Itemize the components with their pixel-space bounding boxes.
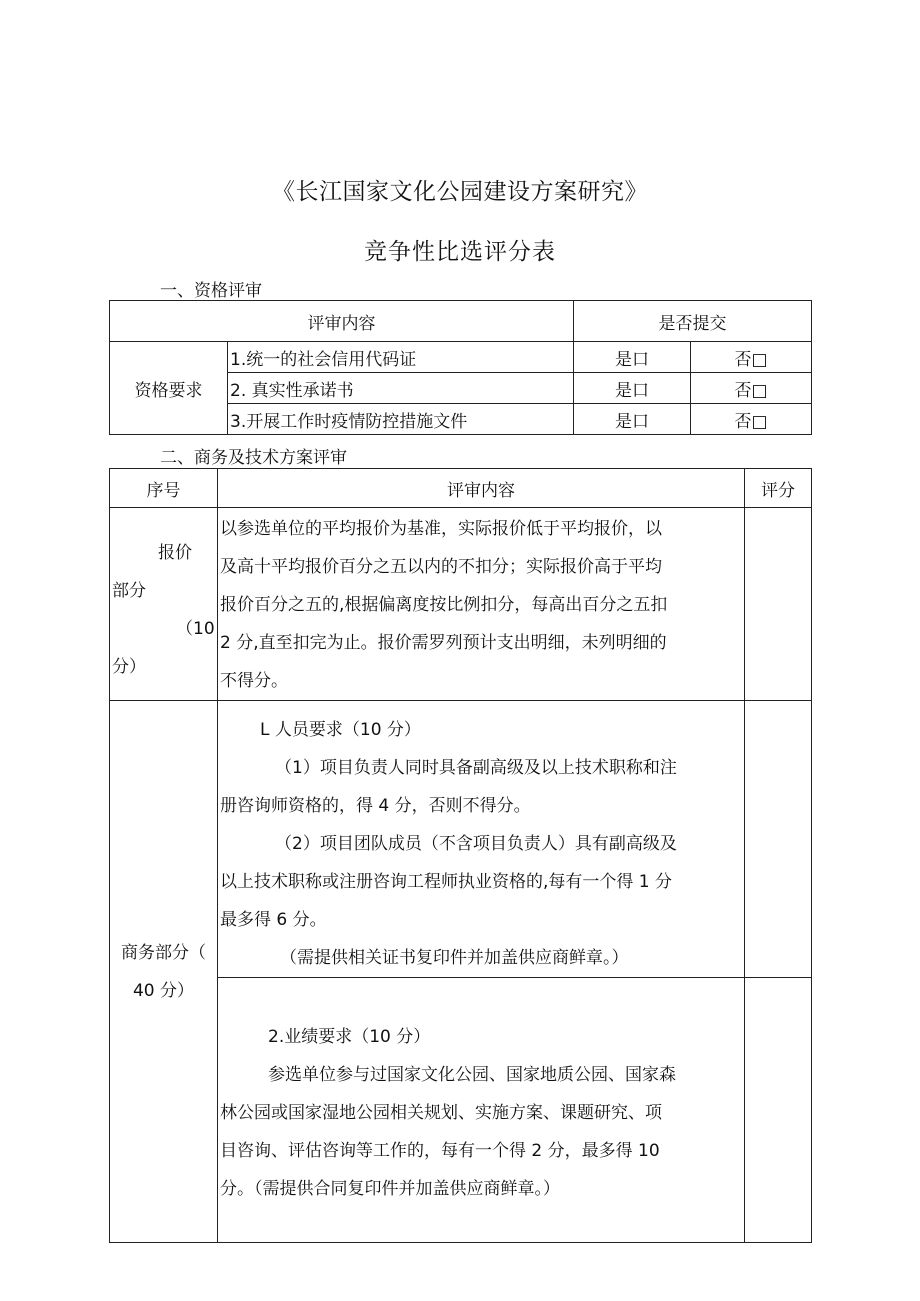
no-checkbox[interactable]: 否□ bbox=[691, 373, 812, 404]
header-score: 评分 bbox=[745, 469, 812, 508]
price-row bbox=[110, 508, 812, 701]
no-checkbox[interactable]: 否□ bbox=[691, 404, 812, 435]
section2-heading: 二、商务及技术方案评审 bbox=[160, 448, 347, 468]
criteria-line: 报价百分之五的,根据偏离度按比例扣分，每高出百分之五扣 bbox=[220, 595, 668, 615]
qualification-table bbox=[109, 300, 812, 435]
document-title: 《长江国家文化公园建设方案研究》 bbox=[272, 179, 648, 205]
qualification-item: 3.开展工作时疫情防控措施文件 bbox=[228, 404, 574, 435]
business-section-label bbox=[110, 701, 218, 1243]
criteria-line: L 人员要求（10 分） bbox=[260, 720, 421, 740]
no-checkbox[interactable]: 否□ bbox=[691, 342, 812, 373]
yes-checkbox[interactable]: 是口 bbox=[574, 373, 691, 404]
criteria-line: （1）项目负责人同时具备副高级及以上技术职称和注 bbox=[275, 758, 677, 778]
label-line: 部分 bbox=[112, 581, 146, 601]
staff-criteria bbox=[218, 701, 745, 978]
criteria-line: 不得分。 bbox=[220, 671, 288, 691]
label-line: 报价 bbox=[158, 543, 192, 563]
staff-row bbox=[110, 701, 812, 978]
score-cell[interactable] bbox=[745, 978, 812, 1243]
evaluation-table bbox=[109, 468, 812, 1243]
header-submitted: 是否提交 bbox=[574, 301, 812, 342]
table-row bbox=[110, 342, 812, 373]
qualification-header-row bbox=[110, 301, 812, 342]
label-line: 商务部分（ bbox=[121, 942, 206, 963]
qualification-item: 1.统一的社会信用代码证 bbox=[228, 342, 574, 373]
criteria-line: 以参选单位的平均报价为基准，实际报价低于平均报价，以 bbox=[220, 519, 662, 539]
header-serial-no: 序号 bbox=[110, 469, 218, 508]
criteria-line: 册咨询师资格的，得 4 分，否则不得分。 bbox=[220, 796, 531, 816]
performance-criteria bbox=[218, 978, 745, 1243]
qualification-group-label: 资格要求 bbox=[110, 342, 228, 435]
criteria-line: 分。（需提供合同复印件并加盖供应商鲜章。） bbox=[220, 1179, 560, 1199]
evaluation-header-row bbox=[110, 469, 812, 508]
document-subtitle: 竞争性比选评分表 bbox=[364, 239, 556, 265]
header-review-content: 评审内容 bbox=[110, 301, 574, 342]
score-cell[interactable] bbox=[745, 508, 812, 701]
price-criteria bbox=[218, 508, 745, 701]
criteria-line: 林公园或国家湿地公园相关规划、实施方案、课题研究、项 bbox=[220, 1103, 662, 1123]
section1-heading: 一、资格评审 bbox=[160, 281, 262, 301]
criteria-line: （需提供相关证书复印件并加盖供应商鲜章。） bbox=[280, 948, 629, 968]
criteria-line: 及高十平均报价百分之五以内的不扣分；实际报价高于平均 bbox=[220, 557, 662, 577]
label-line: （10 bbox=[176, 619, 215, 639]
criteria-line: 以上技术职称或注册咨询工程师执业资格的,每有一个得 1 分 bbox=[220, 872, 673, 892]
label-line: 分） bbox=[112, 657, 146, 677]
qualification-item: 2. 真实性承诺书 bbox=[228, 373, 574, 404]
yes-checkbox[interactable]: 是口 bbox=[574, 342, 691, 373]
header-review-content: 评审内容 bbox=[218, 469, 745, 508]
criteria-line: 参选单位参与过国家文化公园、国家地质公园、国家森 bbox=[268, 1065, 676, 1085]
score-cell[interactable] bbox=[745, 701, 812, 978]
criteria-line: 目咨询、评估咨询等工作的，每有一个得 2 分，最多得 10 bbox=[220, 1141, 660, 1161]
criteria-line: 2.业绩要求（10 分） bbox=[268, 1027, 431, 1047]
criteria-line: 最多得 6 分。 bbox=[220, 910, 327, 930]
criteria-line: 2 分,直至扣完为止。报价需罗列预计支出明细，未列明细的 bbox=[220, 633, 667, 653]
criteria-line: （2）项目团队成员（不含项目负责人）具有副高级及 bbox=[275, 834, 677, 854]
yes-checkbox[interactable]: 是口 bbox=[574, 404, 691, 435]
price-section-label bbox=[110, 508, 218, 701]
label-line: 40 分） bbox=[132, 980, 195, 1001]
